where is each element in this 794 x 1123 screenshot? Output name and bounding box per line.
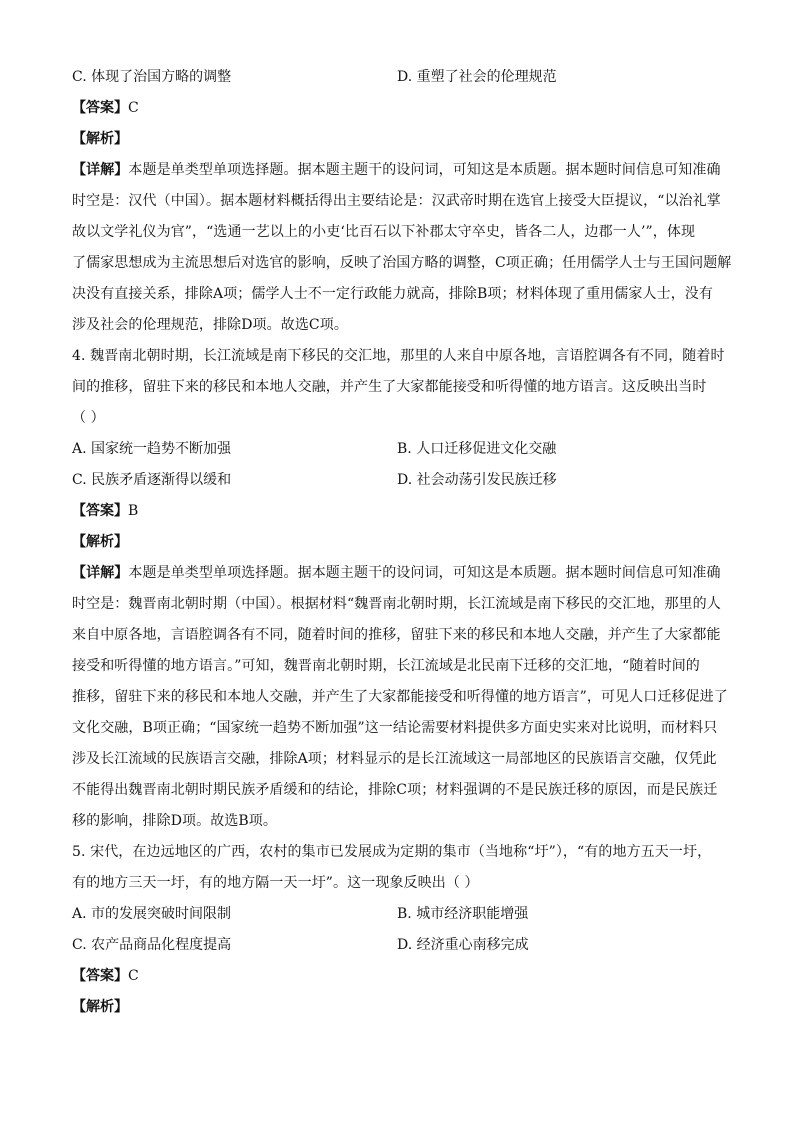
q3-option-d: D. 重塑了社会的伦理规范 <box>397 69 557 85</box>
answer-value: B <box>128 503 139 519</box>
analysis-tag: 【解析】 <box>72 999 128 1015</box>
q5-analysis-heading <box>72 992 722 1023</box>
q3-detail-text: 本题是单类型单项选择题。据本题主题干的设问词，可知这是本质题。据本题时间信息可知准确 <box>128 162 721 178</box>
q5-options-cd <box>72 930 722 961</box>
q4-option-b: B. 人口迁移促进文化交融 <box>397 441 557 457</box>
q4-detail-line <box>72 558 722 589</box>
q4-detail-line: 接受和听得懂的地方语言。”可知，魏晋南北朝时期，长江流域是北民南下迁移的交汇地，“随着时间的 <box>72 658 700 674</box>
q3-options-cd <box>72 62 722 93</box>
q3-detail-line: 时空是：汉代（中国）。据本题材料概括得出主要结论是：汉武帝时期在选官上接受大臣提议，“以治礼掌 <box>72 193 721 209</box>
q3-analysis-heading <box>72 124 722 155</box>
q4-option-d: D. 社会动荡引发民族迁移 <box>397 472 557 488</box>
q5-option-c: C. 农产品商品化程度提高 <box>72 937 232 953</box>
q5-stem-line: 5. 宋代，在边远地区的广西，农村的集市已发展成为定期的集市（当地称“圩”），“有的地方五天一圩， <box>72 844 712 860</box>
answer-tag: 【答案】 <box>72 503 128 519</box>
q4-detail-text: 本题是单类型单项选择题。据本题主题干的设问词，可知这是本质题。据本题时间信息可知准确 <box>128 565 721 581</box>
q5-option-d: D. 经济重心南移完成 <box>397 937 529 953</box>
q3-answer <box>72 93 722 124</box>
detail-tag: 【详解】 <box>72 565 129 581</box>
q4-stem-line: 4. 魏晋南北朝时期，长江流域是南下移民的交汇地，那里的人来自中原各地，言语腔调各有不同，随着时 <box>72 348 725 364</box>
q3-detail-line: 涉及社会的伦理规范，排除D项。故选C项。 <box>72 317 348 333</box>
q4-detail-line: 移的影响，排除D项。故选B项。 <box>72 813 278 829</box>
q5-option-b: B. 城市经济职能增强 <box>397 906 529 922</box>
q5-answer <box>72 961 722 992</box>
answer-value: C <box>128 100 139 116</box>
q3-detail-line: 故以文学礼仪为官”，“选通一艺以上的小吏‘比百石以下补郡太守卒史，皆各二人，边郡一人’”，体现 <box>72 224 696 240</box>
q4-detail-line: 时空是：魏晋南北朝时期（中国）。根据材料“魏晋南北朝时期，长江流域是南下移民的交汇地，那里的人 <box>72 596 721 612</box>
q4-detail-line: 来自中原各地，言语腔调各有不同，随着时间的推移，留驻下来的移民和本地人交融，并产生了大家都能 <box>72 627 721 643</box>
q4-options-ab <box>72 434 722 465</box>
q4-detail-line: 推移，留驻下来的移民和本地人交融，并产生了大家都能接受和听得懂的地方语言”，可见人口迁移促进了 <box>72 689 728 705</box>
analysis-tag: 【解析】 <box>72 534 128 550</box>
q4-detail-line: 涉及长江流域的民族语言交融，排除A项；材料显示的是长江流域这一局部地区的民族语言交融，仅凭此 <box>72 751 717 767</box>
q4-stem-line: 间的推移，留驻下来的移民和本地人交融，并产生了大家都能接受和听得懂的地方语言。这反映出当时 <box>72 379 707 395</box>
analysis-tag: 【解析】 <box>72 131 128 147</box>
q3-detail-line <box>72 155 722 186</box>
detail-tag: 【详解】 <box>72 162 129 178</box>
q5-stem-line: 有的地方三天一圩，有的地方隔一天一圩”。这一现象反映出（ ） <box>72 875 479 891</box>
document-page <box>72 62 732 1023</box>
answer-tag: 【答案】 <box>72 100 128 116</box>
q5-option-a: A. 市的发展突破时间限制 <box>72 906 232 922</box>
q4-stem-line: （ ） <box>72 410 105 426</box>
q3-detail-line: 了儒家思想成为主流思想后对选官的影响，反映了治国方略的调整，C项正确；任用儒学人士与王国问题解 <box>72 255 732 271</box>
answer-tag: 【答案】 <box>72 968 128 984</box>
q4-analysis-heading <box>72 527 722 558</box>
q4-answer <box>72 496 722 527</box>
q5-options-ab <box>72 899 722 930</box>
q4-option-a: A. 国家统一趋势不断加强 <box>72 441 232 457</box>
q3-detail-line: 决没有直接关系，排除A项；儒学人士不一定行政能力就高，排除B项；材料体现了重用儒家人士，没有 <box>72 286 713 302</box>
q4-option-c: C. 民族矛盾逐渐得以缓和 <box>72 472 232 488</box>
q4-detail-line: 文化交融，B项正确；“国家统一趋势不断加强”这一结论需要材料提供多方面史实来对比说明，而材料只 <box>72 720 718 736</box>
answer-value: C <box>128 968 139 984</box>
q4-detail-line: 不能得出魏晋南北朝时期民族矛盾缓和的结论，排除C项；材料强调的不是民族迁移的原因，而是民族迁 <box>72 782 718 798</box>
q4-options-cd <box>72 465 722 496</box>
q3-option-c: C. 体现了治国方略的调整 <box>72 69 232 85</box>
